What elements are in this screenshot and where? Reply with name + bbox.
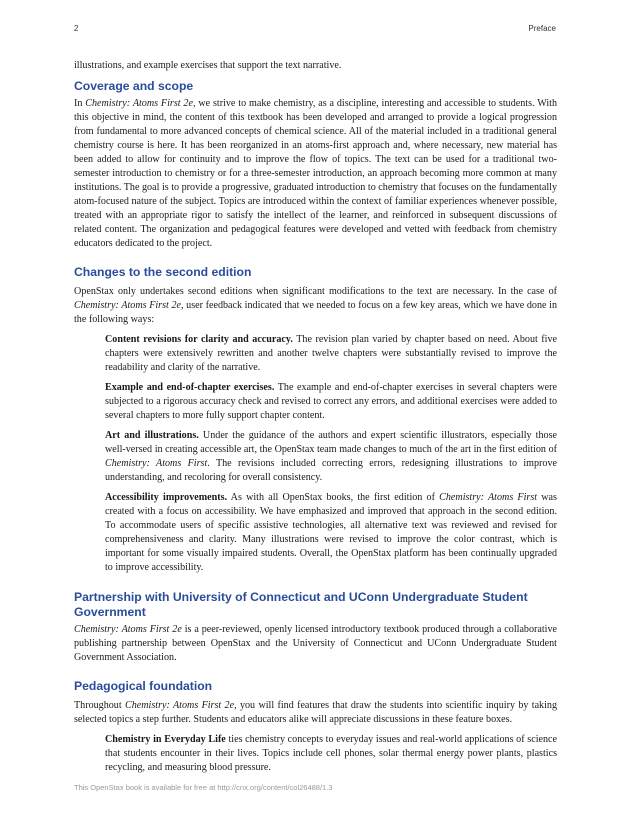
book-title: Chemistry: Atoms First 2e <box>74 300 181 311</box>
change-item-exercises: Example and end-of-chapter exercises. The example and end-of-chapter exercises in several chapters were subjected to a rigorous accuracy check and revised to correct any errors, and additional exercises were added to several chapters to more fully support chapter content. <box>105 382 557 421</box>
change-item-accessibility: Accessibility improvements. As with all OpenStax books, the first edition of Chemistry: Atoms First was created with a focus on accessibility. We have emphasized and improved that approach in the second edition. To accommodate users of specific assistive technologies, all alternative text was reviewed and revised for comprehensiveness and clarity. Many illustrations were revised to improve the color contrast, which is important for some visually impaired students. Overall, the OpenStax platform has been continually upgraded to improve accessibility. <box>105 492 557 573</box>
running-header: Preface <box>528 24 556 33</box>
change-item-content: Content revisions for clarity and accuracy. The revision plan varied by chapter based on need. About five chapters were extensively rewritten and another twelve chapters were substantially revised to improve the readability and clarity of the narrative. <box>105 334 557 373</box>
coverage-paragraph: In Chemistry: Atoms First 2e, we strive to make chemistry, as a discipline, interesting and accessible to students. With this objective in mind, the content of this textbook has been developed and arranged to provide a logical progression from fundamental to more advanced concepts of chemical science. All of the material included in a traditional general chemistry course is here. It has been reorganized in an atoms-first approach and, where necessary, new material has been added to allow for continuity and to improve the flow of topics. The text can be used for a traditional two-semester introduction to chemistry or for a three-semester introduction, an approach becoming more common at many institutions. The goal is to provide a progressive, graduated introduction to chemistry that focuses on the fundamentally atom-focused nature of the subject. Topics are introduced within the context of familiar experiences whenever possible, treated with an appropriate rigor to satisfy the intellect of the learner, and reinforced in subsequent discussions of related content. The organization and pedagogical features were developed and vetted with feedback from chemistry educators dedicated to the project. <box>74 98 557 249</box>
intro-tail-paragraph: illustrations, and example exercises that support the text narrative. <box>74 60 342 71</box>
footer-note: This OpenStax book is available for free at http://cnx.org/content/col26488/1.3 <box>74 783 333 792</box>
changes-intro-paragraph: OpenStax only undertakes second editions when significant modifications to the text are necessary. In the case of Chemistry: Atoms First 2e, user feedback indicated that we needed to focus on a few key areas, which we have done in the following ways: <box>74 286 558 325</box>
changes-heading: Changes to the second edition <box>74 265 252 279</box>
coverage-heading: Coverage and scope <box>74 79 194 93</box>
book-title: Chemistry: Atoms First 2e <box>85 98 193 109</box>
partnership-paragraph: Chemistry: Atoms First 2e is a peer-reviewed, openly licensed introductory textbook produced through a collaborative publishing partnership between OpenStax and the University of Connecticut and UConn Undergraduate Student Government Association. <box>74 624 557 663</box>
pedagogical-intro-paragraph: Throughout Chemistry: Atoms First 2e, you will find features that draw the students into scientific inquiry by taking selected topics a step further. Students and educators alike will appreciate discussions in these feature boxes. <box>74 700 557 725</box>
page-content <box>74 59 557 775</box>
partnership-heading: Partnership with University of Connecticut and UConn Undergraduate Student Government <box>74 590 528 619</box>
change-item-art: Art and illustrations. Under the guidance of the authors and expert scientific illustrators, especially those well-versed in creating accessible art, the OpenStax team made changes to much of the art in the first edition of Chemistry: Atoms First. The revisions included correcting errors, redesigning illustrations to improve understanding, and recoloring for overall consistency. <box>105 430 557 483</box>
pedagogical-heading: Pedagogical foundation <box>74 679 213 693</box>
page-number: 2 <box>74 24 79 33</box>
feature-item-everyday-life: Chemistry in Everyday Life ties chemistry concepts to everyday issues and real-world applications of science that students encounter in their lives. Topics include cell phones, solar thermal energy power plants, plastics recycling, and measuring blood pressure. <box>105 734 557 773</box>
